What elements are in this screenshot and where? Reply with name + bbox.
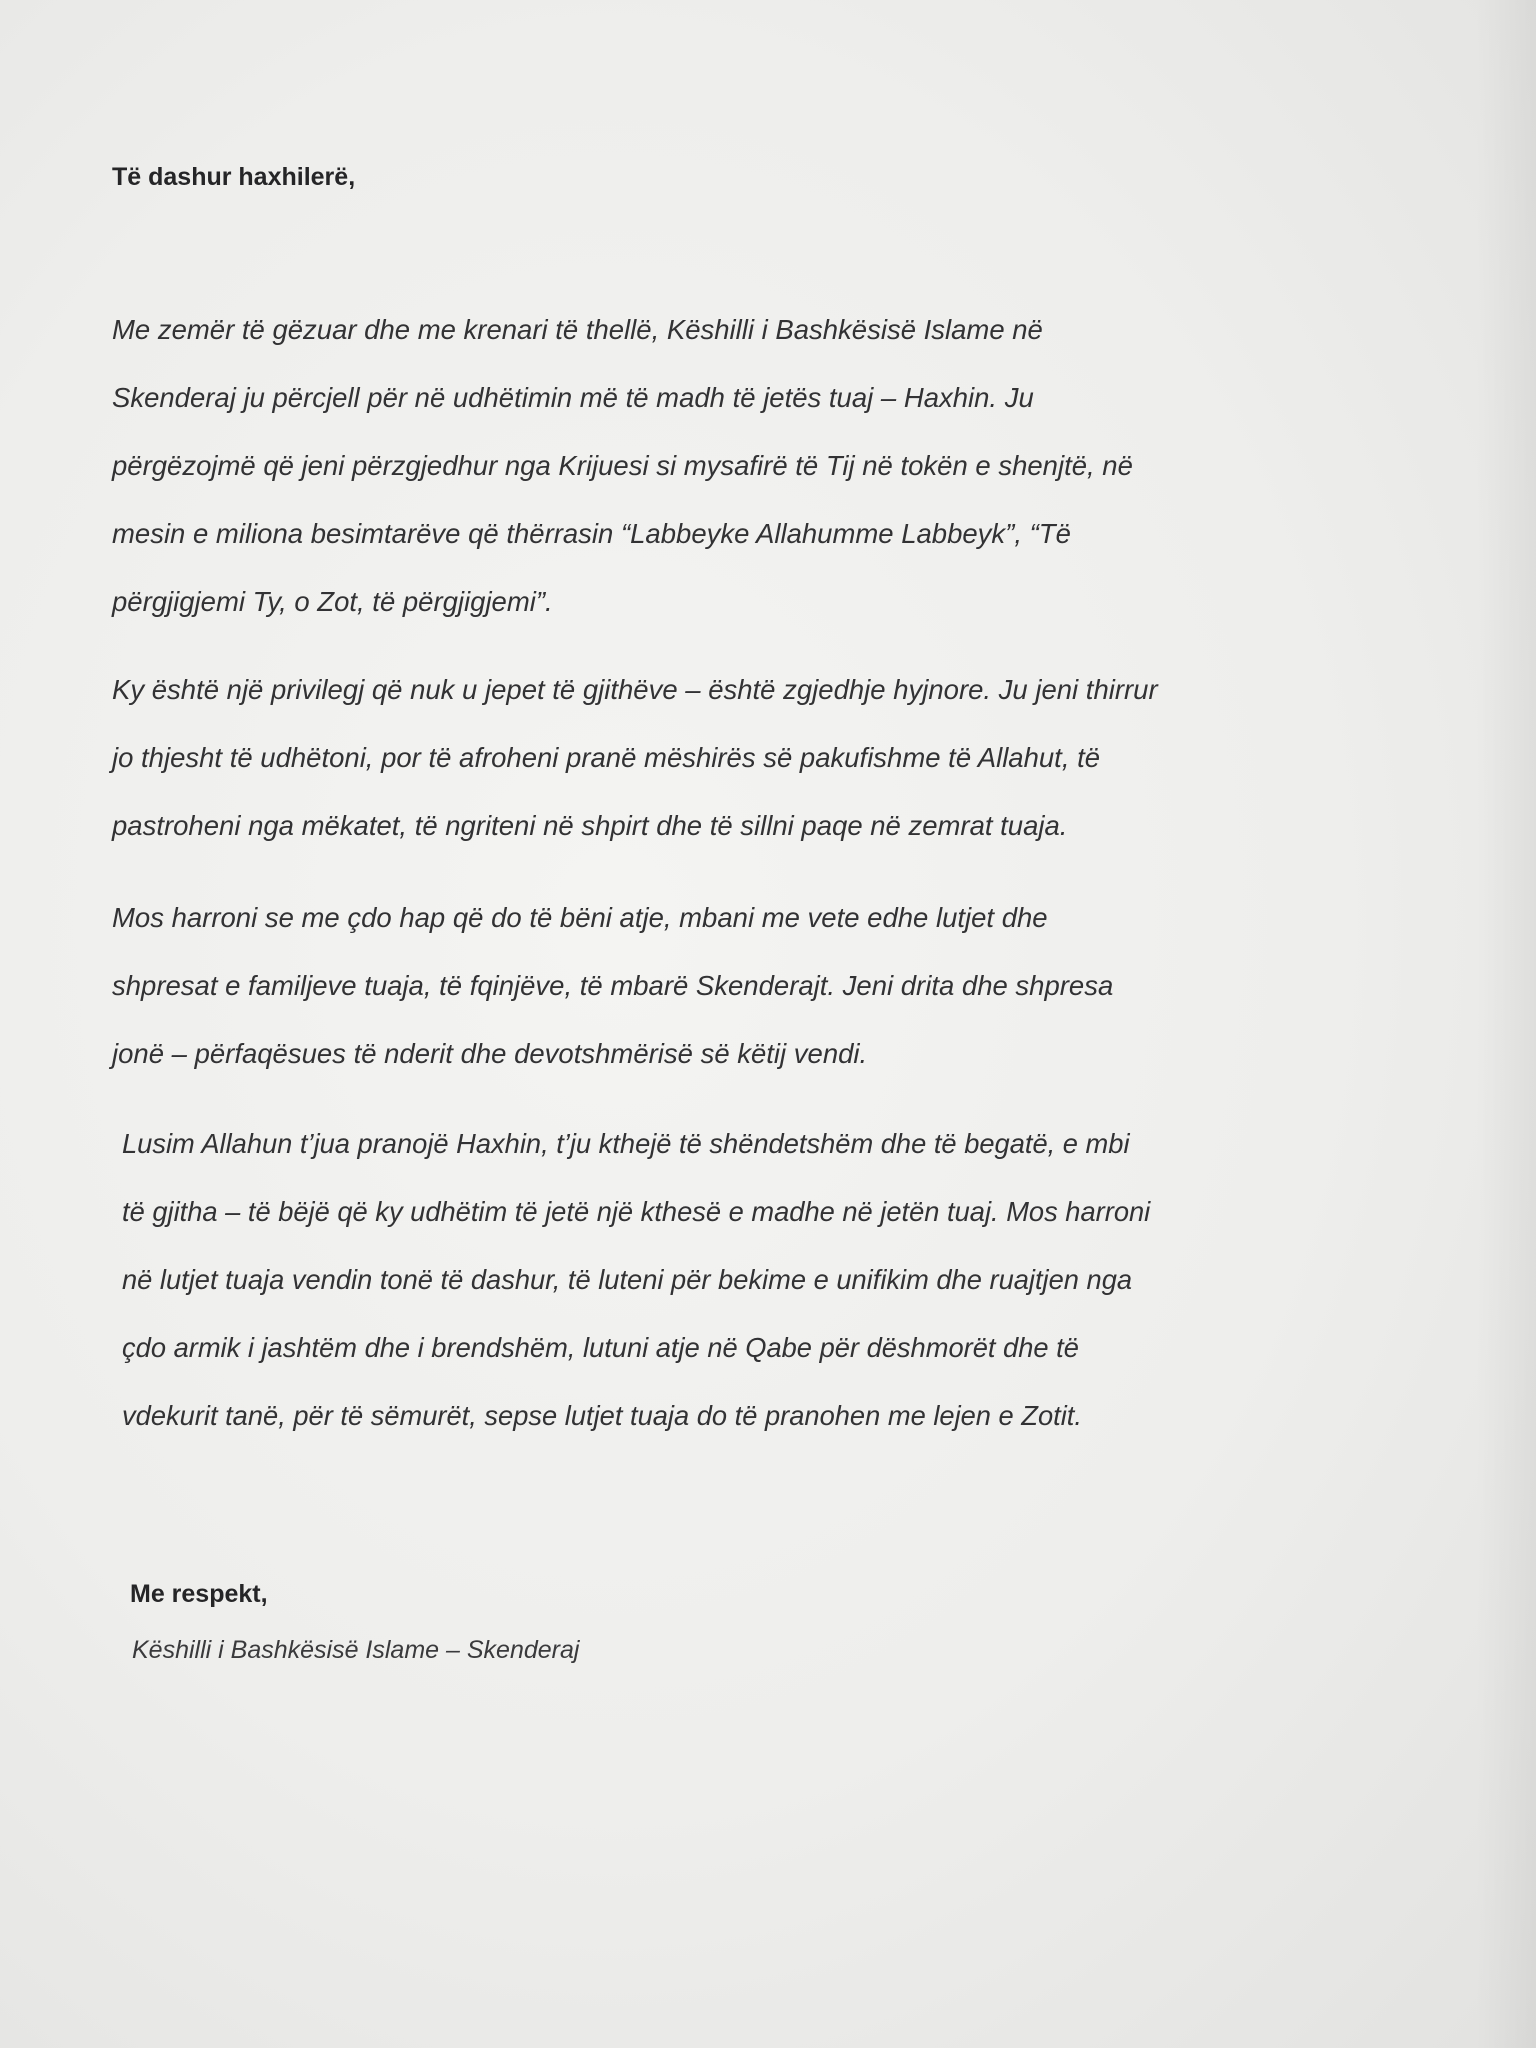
paragraph-line: vdekurit tanë, për të sëmurët, sepse lutjet tuaja do të pranohen me lejen e Zotit. (122, 1400, 1082, 1431)
paragraph-2 (112, 656, 1412, 860)
paragraph-line: pastroheni nga mëkatet, të ngriteni në shpirt dhe të sillni paqe në zemrat tuaja. (112, 810, 1068, 841)
paragraph-line: të gjitha – të bëjë që ky udhëtim të jetë një kthesë e madhe në jetën tuaj. Mos harroni (122, 1196, 1151, 1227)
paragraph-line: Skenderaj ju përcjell për në udhëtimin më të madh të jetës tuaj – Haxhin. Ju (112, 382, 1034, 413)
paragraph-line: shpresat e familjeve tuaja, të fqinjëve, të mbarë Skenderajt. Jeni drita dhe shpresa (112, 970, 1114, 1001)
paragraph-line: jo thjesht të udhëtoni, por të afroheni pranë mëshirës së pakufishme të Allahut, të (112, 742, 1101, 773)
letter-closing: Me respekt, (130, 1580, 268, 1608)
page-edge-shadow (1476, 0, 1536, 2048)
paragraph-3 (112, 884, 1412, 1088)
letter-signature: Këshilli i Bashkësisë Islame – Skenderaj (132, 1636, 580, 1664)
paragraph-line: përgëzojmë që jeni përzgjedhur nga Krijuesi si mysafirë të Tij në tokën e shenjtë, në (112, 450, 1133, 481)
paragraph-line: përgjigjemi Ty, o Zot, të përgjigjemi”. (112, 586, 553, 617)
paragraph-4 (122, 1110, 1422, 1450)
paragraph-line: Lusim Allahun t’jua pranojë Haxhin, t’ju kthejë të shëndetshëm dhe të begatë, e mbi (122, 1128, 1130, 1159)
paragraph-line: Mos harroni se me çdo hap që do të bëni atje, mbani me vete edhe lutjet dhe (112, 902, 1048, 933)
paragraph-line: Me zemër të gëzuar dhe me krenari të thellë, Këshilli i Bashkësisë Islame në (112, 314, 1043, 345)
paragraph-line: çdo armik i jashtëm dhe i brendshëm, lutuni atje në Qabe për dëshmorët dhe të (122, 1332, 1079, 1363)
paragraph-line: jonë – përfaqësues të nderit dhe devotshmërisë së këtij vendi. (112, 1038, 868, 1069)
paragraph-line: në lutjet tuaja vendin tonë të dashur, të luteni për bekime e unifikim dhe ruajtjen nga (122, 1264, 1133, 1295)
letter-greeting: Të dashur haxhilerë, (112, 163, 356, 191)
paragraph-1 (112, 296, 1412, 636)
paragraph-line: Ky është një privilegj që nuk u jepet të gjithëve – është zgjedhje hyjnore. Ju jeni thirrur (112, 674, 1158, 705)
paragraph-line: mesin e miliona besimtarëve që thërrasin “Labbeyke Allahumme Labbeyk”, “Të (112, 518, 1071, 549)
